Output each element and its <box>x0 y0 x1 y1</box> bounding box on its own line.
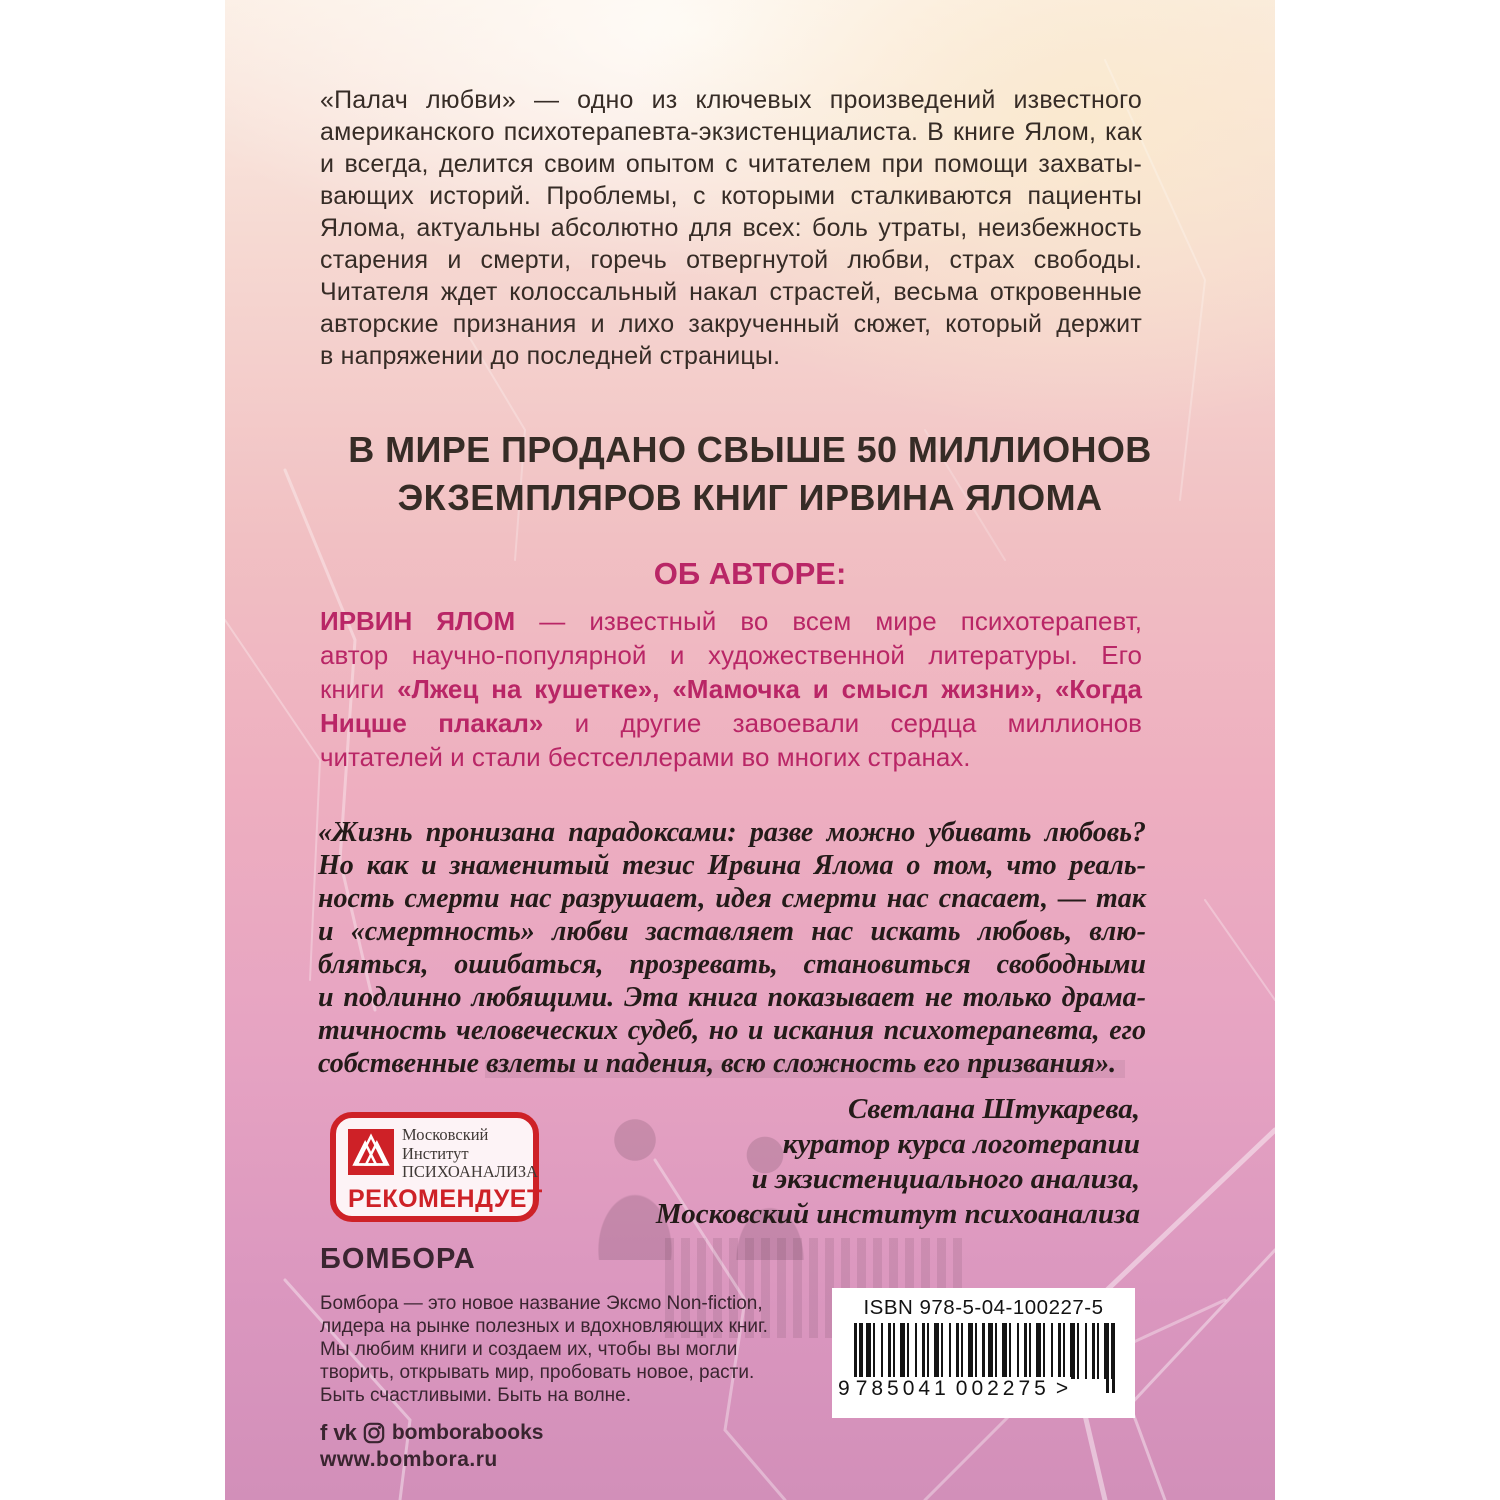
about-author-heading: ОБ АВТОРЕ: <box>653 556 847 591</box>
instagram-icon <box>363 1422 385 1444</box>
vk-icon: vk <box>333 1420 356 1445</box>
publisher-website: www.bombora.ru <box>320 1448 498 1471</box>
social-row <box>320 1420 820 1446</box>
barcode-bars <box>854 1323 1119 1385</box>
social-handle: bomborabooks <box>391 1421 544 1444</box>
isbn-label: ISBN 978-5-04-100227-5 <box>863 1296 1104 1319</box>
book-description: «Палач любви» — одно из ключевых произведений известного американского психотерапевта-экзистенциалиста. В книге Ялом, как и всегда, делится своим опытом с читателем при помощи захваты- вающих историй. Проблемы, с которыми сталкиваются пациенты Ялома, актуальны абсолютно для всех: боль утраты, неизбежность старения и смерти, горечь отвергнутой любви, страх свободы. Читателя ждет колоссальный накал страстей, весьма откровенные авторские признания и лихо закрученный сюжет, который держит в напряжении до последней страницы. <box>320 86 1142 370</box>
review-attribution: Светлана Штукарева, куратор курса логотерапии и экзистенциального анализа, Московский институт психоанализа <box>655 1093 1140 1230</box>
isbn-barcode-box <box>832 1288 1135 1418</box>
sales-banner: В МИРЕ ПРОДАНО СВЫШЕ 50 МИЛЛИОНОВ ЭКЗЕМПЛЯРОВ КНИГ ИРВИНА ЯЛОМА <box>348 429 1152 518</box>
barcode-digit-left: 9 <box>838 1377 853 1401</box>
institute-recommend-badge <box>330 1112 543 1222</box>
publisher-block <box>320 1243 820 1472</box>
book-back-cover <box>225 0 1275 1500</box>
publisher-brand: БОМБОРА <box>320 1243 476 1275</box>
barcode-digit-group1: 785041 <box>853 1377 953 1401</box>
recommend-label: РЕКОМЕНДУЕТ <box>348 1184 543 1213</box>
institute-valknut-icon <box>348 1129 394 1175</box>
barcode-digit-group2: 002275 <box>953 1377 1053 1401</box>
institute-name: Московский Институт ПСИХОАНАЛИЗА <box>402 1125 539 1181</box>
about-author-text: ИРВИН ЯЛОМ — известный во всем мире психотерапевт, автор научно-популярной и художественной литературы. Его книги «Лжец на кушетке», «Мамочка и смысл жизни», «Когда Ницше плакал» и другие завоевали сердца миллионов читателей и стали бестселлерами во многих странах. <box>320 606 1142 772</box>
barcode-trailing-mark: > <box>1053 1377 1071 1401</box>
barcode-digits <box>838 1377 1125 1401</box>
review-quote: «Жизнь пронизана парадоксами: разве можно убивать любовь? Но как и знаменитый тезис Ирвина Ялома о том, что реаль- ность смерти нас разрушает, идея смерти нас спасает, — так и «смертность» любви заставляет нас искать любовь, влю- бляться, ошибаться, прозревать, становиться свободными и подлинно любящими. Эта книга показывает не только драма- тичность человеческих судеб, но и искания психотерапевта, его собственные взлеты и падения, всю сложность его призвания». <box>318 817 1146 1079</box>
publisher-about: Бомбора — это новое название Эксмо Non-fiction, лидера на рынке полезных и вдохновляющих книг. Мы любим книги и создаем их, чтобы вы могли творить, открывать мир, пробовать новое, расти. Быть счастливыми. Быть на волне. <box>320 1293 768 1406</box>
facebook-icon: f <box>320 1420 327 1445</box>
